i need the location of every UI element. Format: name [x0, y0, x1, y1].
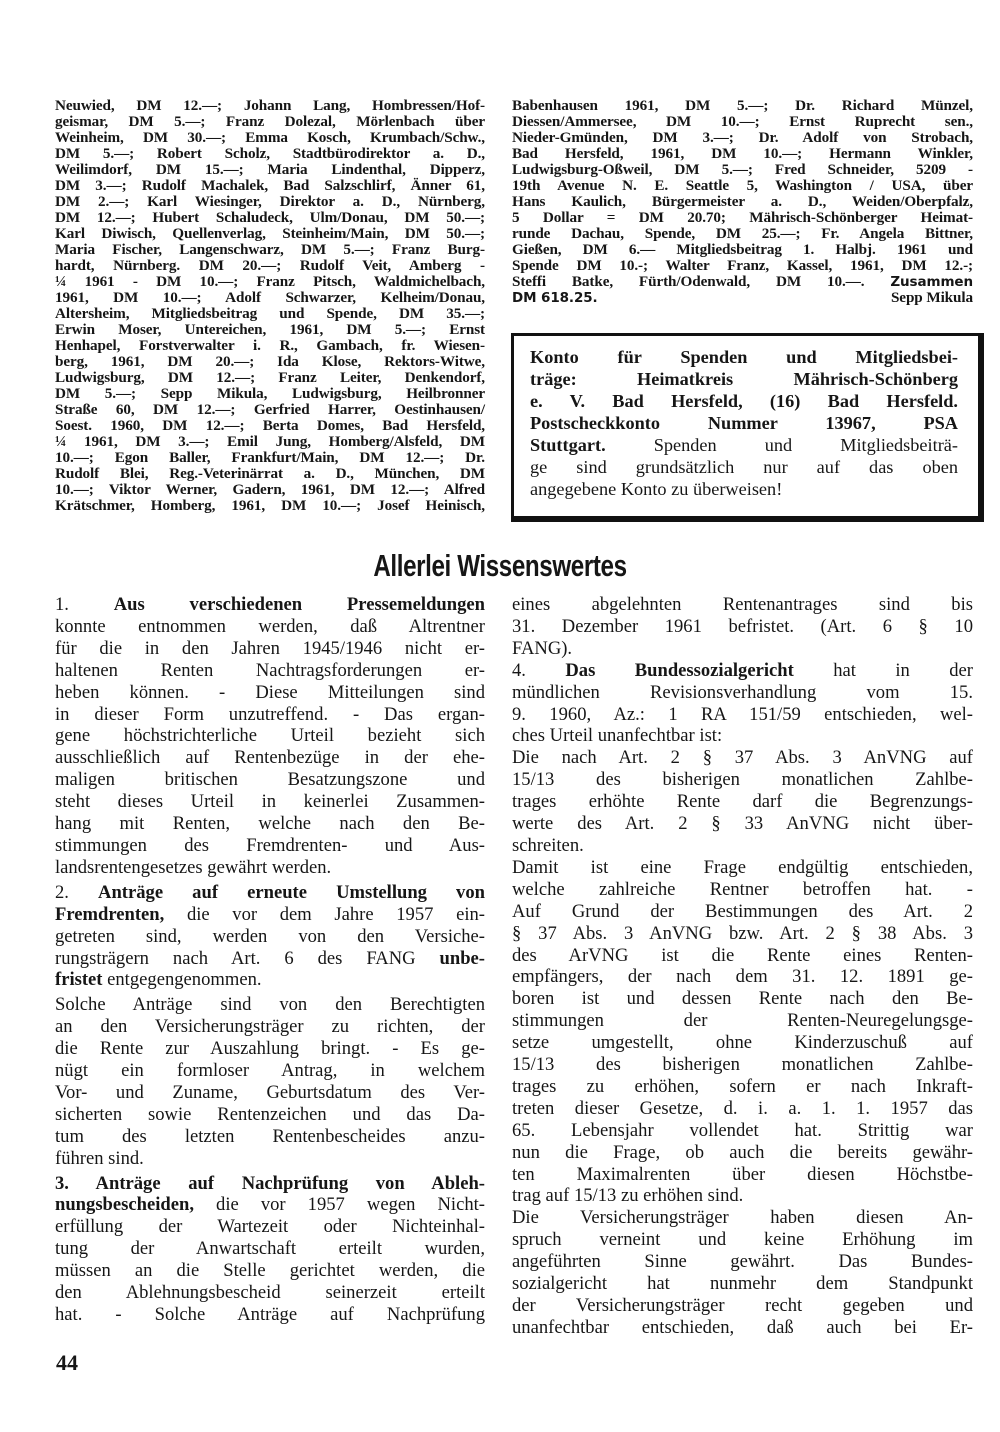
text-line: [512, 988, 973, 1010]
text-line: [55, 616, 485, 638]
text-line: [512, 210, 973, 226]
text-line: [55, 969, 485, 991]
text-line: [512, 1142, 973, 1164]
bold-text: Postscheckkonto Nummer 13967, PSA: [530, 413, 958, 433]
text-line: [512, 1120, 973, 1142]
text-line: [512, 242, 973, 258]
text-line: [55, 338, 485, 354]
text: Spende DM 10.-; Walter Franz, Kassel, 1961, DM 12.-;: [512, 257, 973, 274]
text-line: [55, 258, 485, 274]
text: getreten sind, werden von den Versiche-: [55, 925, 485, 947]
text-line: [530, 368, 958, 390]
text: 9. 1960, Az.: 1 RA 151/59 entschieden, wel-: [512, 703, 973, 725]
text: tum des letzten Rentenbescheides anzu-: [55, 1125, 485, 1147]
text: 1.: [55, 594, 114, 615]
text: 19th Avenue N. E. Seattle 5, Washington / USA, über: [512, 177, 973, 194]
text: 2.: [55, 881, 99, 903]
text: hardt, Nürnberg. DM 20.—; Rudolf Veit, Amberg -: [55, 257, 485, 274]
text: Erwin Moser, Untereichen, 1961, DM 5.—; Ernst: [55, 321, 485, 338]
text: DM 5.—; Robert Scholz, Stadtbürodirektor a. D.,: [55, 145, 485, 162]
text-line: [55, 813, 485, 835]
text-line: [512, 1076, 973, 1098]
text: DM 3.—; Rudolf Machalek, Bad Salzschlirf, Änner 61,: [55, 177, 485, 194]
text: Auf Grund der Bestimmungen des Art. 2: [512, 900, 973, 922]
page-number: 44: [56, 1350, 78, 1375]
text: ten Maximalrenten über diesen Höchstbe-: [512, 1163, 973, 1185]
text-line: [55, 747, 485, 769]
text-line: [512, 1229, 973, 1251]
bold-text: Anträge auf erneute Umstellung von: [98, 881, 485, 903]
text: setze umgestellt, ohne Kinderzuschuß auf: [512, 1032, 973, 1054]
text: Damit ist eine Frage endgültig entschieden,: [512, 856, 973, 878]
text-line: [512, 835, 973, 857]
text: des ArVNG ist die Rente eines Renten-: [512, 944, 973, 966]
text: entgegengenommen.: [102, 969, 262, 991]
text-line: [55, 146, 485, 162]
text: 10.—; Viktor Werner, Gadern, 1961, DM 12.—; Alfred: [55, 481, 485, 498]
text: 15/13 des bisherigen monatlichen Zahlbe-: [512, 769, 973, 791]
text-line: [512, 594, 973, 616]
text-line: [512, 638, 973, 660]
text-line: [55, 882, 485, 904]
text-line: [55, 1304, 485, 1326]
donations-list-right: [512, 98, 973, 306]
text-line: [55, 482, 485, 498]
text-line: [55, 1260, 485, 1282]
text: hat in der: [793, 659, 973, 681]
text: 15/13 des bisherigen monatlichen Zahlbe-: [512, 1054, 973, 1076]
text-line: [55, 402, 485, 418]
text-line: [512, 146, 973, 162]
text-line: [512, 813, 973, 835]
text-line: [530, 456, 958, 478]
text-line: [55, 1173, 485, 1195]
text: § 37 Abs. 3 AnVNG bzw. Art. 2 § 38 Abs. 3: [512, 922, 973, 944]
text: den Ablehnungsbescheid seinerzeit erteilt: [55, 1282, 485, 1304]
text: 65. Lebensjahr vollendet hat. Strittig war: [512, 1119, 973, 1141]
text-line: [512, 945, 973, 967]
text-line: [55, 704, 485, 726]
text-line: [512, 857, 973, 879]
text: DM 5.—; Sepp Mikula, Ludwigsburg, Heilbronner: [55, 385, 485, 402]
text: Hans Kaulich, Bürgermeister a. D., Weiden/Oberpfalz,: [512, 193, 973, 210]
text-line: [55, 498, 485, 514]
bold-text: Fremdrenten,: [55, 903, 165, 925]
text-line: [55, 98, 485, 114]
article-column-left: [55, 594, 485, 1326]
text-line: [55, 242, 485, 258]
text-line: [512, 901, 973, 923]
text: ches Urteil unanfechtbar ist:: [512, 725, 723, 747]
text-line: [55, 1194, 485, 1216]
bold-text: Aus verschiedenen Pressemeldungen: [113, 594, 485, 615]
text-line: [55, 434, 485, 450]
bold-text: fristet: [55, 969, 103, 991]
text-line: [530, 412, 958, 434]
text: Karl Diwisch, Quellenverlag, Steinheim/Main, DM 50.—;: [55, 225, 485, 242]
text: berg, 1961, DM 20.—; Ida Klose, Rektors-Witwe,: [55, 353, 485, 370]
text: Babenhausen 1961, DM 5.—; Dr. Richard Münzel,: [512, 97, 973, 114]
text-line: [512, 194, 973, 210]
text: Vor- und Zuname, Geburtsdatum des Ver-: [55, 1081, 485, 1103]
text: für die in den Jahren 1945/1946 nicht er-: [55, 637, 485, 659]
text: runde Dachau, Spende, DM 25.—; Fr. Angela Bittner,: [512, 225, 973, 242]
bold-text: Das Bundessozialgericht: [565, 659, 794, 681]
text: Die nach Art. 2 § 37 Abs. 3 AnVNG auf: [512, 747, 973, 769]
text-line: [512, 178, 973, 194]
text: erfüllung der Wartezeit oder Nichteinhal-: [55, 1216, 485, 1238]
text-line: [512, 725, 973, 747]
text: Weinheim, DM 30.—; Emma Kosch, Krumbach/Schw.,: [55, 129, 485, 146]
text: DM 12.—; Hubert Schaludeck, Ulm/Donau, DM 50.—;: [55, 209, 485, 226]
text-line: [512, 747, 973, 769]
text: treten dieser Gesetze, d. i. a. 1. 1. 1957 das: [512, 1097, 973, 1119]
article-column-right: [512, 594, 973, 1339]
bold-text: 3. Anträge auf Nachprüfung von Ableh-: [55, 1172, 485, 1194]
text: mündlichen Revisionsverhandlung vom 15.: [512, 681, 973, 703]
text: an den Versicherungsträger zu richten, der: [55, 1016, 485, 1038]
text-line: [512, 923, 973, 945]
text-line: [55, 290, 485, 306]
text-line: [55, 835, 485, 857]
text-line: [55, 226, 485, 242]
text-line: [512, 162, 973, 178]
text-line: [512, 1273, 973, 1295]
text: landsrentengesetzes gewährt werden.: [55, 856, 332, 878]
text: konnte entnommen werden, daß Altrentner: [55, 615, 485, 637]
text: Gießen, DM 6.— Mitgliedsbeitrag 1. Halbj. 1961 und: [512, 241, 973, 258]
text-line: [512, 290, 973, 306]
text-line: [55, 1238, 485, 1260]
text: heben können. - Diese Mitteilungen sind: [55, 681, 485, 703]
text-line: [55, 594, 485, 616]
text-line: [55, 1216, 485, 1238]
text: stimmungen der Renten-Neuregelungsge-: [512, 1010, 973, 1032]
text: hang mit Renten, welche nach den Be-: [55, 813, 485, 835]
text-line: [55, 178, 485, 194]
text: angeführten Sinne gewährt. Das Bundes-: [512, 1251, 973, 1273]
bold-text: e. V. Bad Hersfeld, (16) Bad Hersfeld.: [530, 391, 958, 411]
text-line: [55, 725, 485, 747]
text: in dieser Form unzutreffend. - Das ergan-: [55, 703, 485, 725]
text: Krätschmer, Homberg, 1961, DM 10.—; Josef Heinisch,: [55, 497, 485, 514]
text-line: [512, 1054, 973, 1076]
text-line: [55, 450, 485, 466]
text: eines abgelehnten Rentenantrages sind bis: [512, 594, 973, 615]
donations-list-left: [55, 98, 485, 514]
text-line: [512, 682, 973, 704]
text: die vor dem Jahre 1957 ein-: [164, 903, 485, 925]
text: Die Versicherungsträger haben diesen An-: [512, 1207, 973, 1229]
text: Soest. 1960, DM 12.—; Berta Domes, Bad Hersfeld,: [55, 417, 485, 434]
text-line: [512, 258, 973, 274]
text: boren ist und dessen Rente nach den Be-: [512, 988, 973, 1010]
text: Ludwigsburg, DM 12.—; Franz Leiter, Denkendorf,: [55, 369, 485, 386]
text: Straße 60, DM 12.—; Gerfried Harrer, Oestinhausen/: [55, 401, 485, 418]
text-line: [530, 390, 958, 412]
bold-text: nungsbescheiden,: [55, 1194, 194, 1216]
text-line: [512, 1032, 973, 1054]
text: der Versicherungsträger recht gegeben und: [512, 1295, 973, 1316]
text-line: [512, 1098, 973, 1120]
bold-text: DM 618.25.: [512, 290, 598, 306]
text-line: [55, 904, 485, 926]
text: ausschließlich auf Rentenbezüge in der ehe-: [55, 747, 485, 769]
text-line: [55, 769, 485, 791]
text-line: [55, 162, 485, 178]
text-line: [55, 210, 485, 226]
text: sozialgericht hat nunmehr dem Standpunkt: [512, 1273, 973, 1295]
text: ¼ 1961, DM 3.—; Emil Jung, Homberg/Alsfeld, DM: [55, 433, 485, 450]
text: empfängers, der nach dem 31. 12. 1891 ge-: [512, 966, 973, 988]
text-line: [55, 926, 485, 948]
bold-text: träge: Heimatkreis Mährisch-Schönberg: [530, 369, 958, 389]
text-line: [530, 346, 958, 368]
text-line: [55, 194, 485, 210]
text: Weilimdorf, DM 15.—; Maria Lindenthal, Dipperz,: [55, 161, 485, 178]
text: unanfechtbar entschieden, daß auch bei Er-: [512, 1316, 973, 1338]
text-line: [512, 1295, 973, 1317]
text-line: [512, 274, 973, 290]
text-line: [55, 660, 485, 682]
text: nügt ein formloser Antrag, in welchem: [55, 1060, 485, 1082]
text: ge sind grundsätzlich nur auf das oben: [530, 457, 958, 477]
text-line: [512, 1164, 973, 1186]
text: FANG).: [512, 637, 573, 659]
text-line: [512, 1010, 973, 1032]
text-line: [512, 114, 973, 130]
text: welche zahlreiche Rentner betroffen hat. -: [512, 878, 973, 900]
text: stimmungen des Fremdrenten- und Aus-: [55, 834, 485, 856]
text-line: [55, 274, 485, 290]
text-line: [55, 418, 485, 434]
text: 10.—; Egon Baller, Frankfurt/Main, DM 12.—; Dr.: [55, 449, 485, 466]
text: trages erhöhte Rente darf die Begrenzungs-: [512, 791, 973, 813]
text-line: [55, 948, 485, 970]
text: Nieder-Gmünden, DM 3.—; Dr. Adolf von Strobach,: [512, 129, 973, 146]
text-line: [55, 994, 485, 1016]
text: steht dieses Urteil in keinerlei Zusammen-: [55, 791, 485, 813]
text: trag auf 15/13 zu erhöhen sind.: [512, 1185, 744, 1207]
text-line: [512, 1207, 973, 1229]
text: 4.: [512, 659, 566, 681]
text: DM 2.—; Karl Wiesinger, Direktor a. D., Nürnberg,: [55, 193, 485, 210]
text-line: [55, 354, 485, 370]
text: Rudolf Blei, Reg.-Veterinärrat a. D., München, DM: [55, 465, 485, 482]
text-line: [512, 130, 973, 146]
text-line: [55, 306, 485, 322]
text: Altersheim, Mitgliedsbeitrag und Spende, DM 35.—;: [55, 305, 485, 322]
text: maligen britischen Besatzungszone und: [55, 769, 485, 791]
text-line: [55, 1016, 485, 1038]
text-line: [512, 769, 973, 791]
text: nun die Frage, ob auch die bereits gewähr-: [512, 1141, 973, 1163]
text-line: [530, 478, 958, 500]
text: schreiten.: [512, 834, 584, 856]
text-line: [512, 1251, 973, 1273]
text-line: [512, 616, 973, 638]
bold-text: Stuttgart.: [530, 435, 606, 455]
text-line: [55, 1126, 485, 1148]
text-line: [55, 1060, 485, 1082]
text: Neuwied, DM 12.—; Johann Lang, Hombressen/Hof-: [55, 97, 485, 114]
text: trages zu erhöhen, sofern er nach Inkraft-: [512, 1075, 973, 1097]
text-line: [55, 791, 485, 813]
bold-text: Konto für Spenden und Mitgliedsbei-: [530, 347, 958, 367]
text-line: [512, 704, 973, 726]
text: 1961, DM 10.—; Adolf Schwarzer, Kelheim/Donau,: [55, 289, 485, 306]
text-line: [55, 370, 485, 386]
text-line: [55, 114, 485, 130]
text: angegebene Konto zu überweisen!: [530, 479, 783, 499]
text-line: [55, 1282, 485, 1304]
text: Bad Hersfeld, 1961, DM 10.—; Hermann Winkler,: [512, 145, 973, 162]
text-line: [512, 1185, 973, 1207]
text: Sepp Mikula: [890, 289, 973, 306]
text-line: [55, 682, 485, 704]
text-line: [55, 1038, 485, 1060]
text-line: [55, 1148, 485, 1170]
text-line: [55, 130, 485, 146]
text-line: [512, 660, 973, 682]
text-line: [530, 434, 958, 456]
text: Steffi Batke, Fürth/Odenwald, DM 10.—.: [512, 273, 891, 290]
text: Ludwigsburg-Oßweil, DM 5.—; Fred Schneider, 5209 -: [512, 161, 973, 178]
text-line: [55, 638, 485, 660]
text: tung der Anwartschaft erteilt wurden,: [55, 1238, 485, 1260]
text: müssen an die Stelle gerichtet werden, die: [55, 1260, 485, 1282]
text: die Rente zur Auszahlung bringt. - Es ge-: [55, 1038, 485, 1060]
text-line: [512, 966, 973, 988]
text: spruch verneint und keine Erhöhung im: [512, 1229, 973, 1251]
text-line: [55, 1104, 485, 1126]
text: Solche Anträge sind von den Berechtigten: [55, 994, 485, 1016]
text-line: [512, 226, 973, 242]
text: hat. - Solche Anträge auf Nachprüfung: [55, 1304, 485, 1325]
text-line: [512, 791, 973, 813]
account-info-box: [511, 333, 984, 522]
text-line: [512, 1317, 973, 1339]
text: Diessen/Ammersee, DM 10.—; Ernst Ruprecht sen.,: [512, 113, 973, 130]
text: führen sind.: [55, 1147, 144, 1169]
text-line: [512, 98, 973, 114]
text: sicherten sowie Rentenzeichen und das Da-: [55, 1103, 485, 1125]
text: werte des Art. 2 § 33 AnVNG nicht über-: [512, 813, 973, 835]
text-line: [512, 879, 973, 901]
text-line: [55, 1082, 485, 1104]
bold-text: Zusammen: [890, 274, 973, 290]
text-line: [55, 857, 485, 879]
text: 5 Dollar = DM 20.70; Mährisch-Schönberger Heimat-: [512, 209, 973, 226]
text: die vor 1957 wegen Nicht-: [193, 1194, 485, 1216]
text-line: [55, 466, 485, 482]
article-title: Allerlei Wissenswertes: [373, 548, 627, 583]
text: geismar, DM 5.—; Franz Dolezal, Mörlenbach über: [55, 113, 485, 130]
text: 31. Dezember 1961 befristet. (Art. 6 § 10: [512, 615, 973, 637]
text: Spenden und Mitgliedsbeiträ-: [605, 435, 958, 455]
text: ¼ 1961 - DM 10.—; Franz Pitsch, Waldmichelbach,: [55, 273, 485, 290]
text-line: [55, 386, 485, 402]
text: Henhapel, Forstverwalter i. R., Gambach, fr. Wiesen-: [55, 337, 485, 354]
text: haltenen Renten Nachtragsforderungen er-: [55, 659, 485, 681]
bold-text: unbe-: [439, 947, 485, 969]
text: rungsträgern nach Art. 6 des FANG: [55, 947, 440, 969]
text: Maria Fischer, Langenschwarz, DM 5.—; Franz Burg-: [55, 241, 485, 258]
text-line: [55, 322, 485, 338]
text: gene höchstrichterliche Urteil bezieht sich: [55, 725, 485, 747]
